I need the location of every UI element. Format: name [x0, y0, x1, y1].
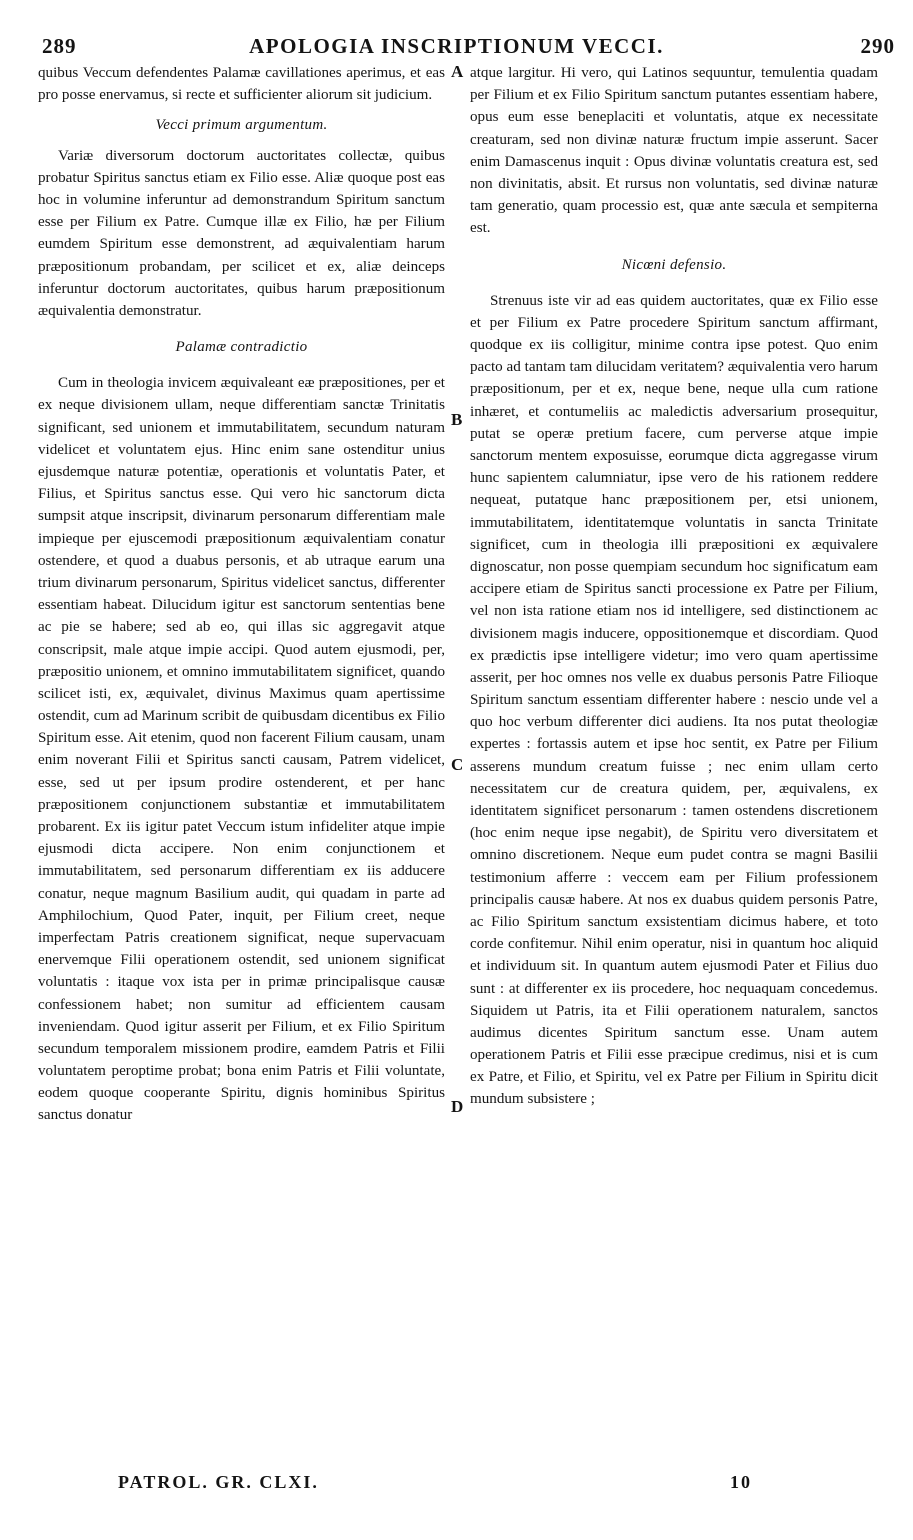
margin-letter-b: B — [451, 410, 463, 429]
left-column — [38, 62, 445, 1454]
left-heading-contradictio: Palamæ contradictio — [175, 339, 308, 356]
right-paragraph-continuation: atque largitur. Hi vero, qui Latinos sequuntur, temulentia quadam per Filium et ex Filio Spiritum sanctum putantes essentiam habere, opus eum esse beneplaciti et voluntatis, atque ex necessitate creaturam, sed non divinæ naturæ fructum impie asserunt. Sacer enim Damascenus inquit : Opus divinæ voluntatis creatura est, sed non divinitatis, absit. Et rursus non voluntatis, sed divinæ naturæ tam generatio, quam processio est, quæ ante sæcula et sempiterna est. — [470, 65, 878, 237]
right-column — [470, 62, 878, 1454]
right-heading-defensio: Nicœni defensio. — [621, 256, 727, 273]
left-paragraph-continuation: quibus Veccum defendentes Palamæ cavillationes aperimus, et eas pro posse enervamus, si recte et sufficienter aliorum sit judicium. — [38, 65, 445, 104]
margin-letter-d: D — [451, 1097, 464, 1116]
page-number-left: 289 — [42, 34, 77, 58]
left-paragraph-contradictio: Cum in theologia invicem æquivaleant eæ præpositiones, per et ex neque divisionem ullam, neque differentiam sanctæ Trinitatis significant, sed unionem et immutabilitatem, secundum naturam videlicet et voluntatem ejus. Hinc enim sane ostenditur unius ejusdemque naturæ potentiæ, operationis et voluntatis Pater, et Filius, et Spiritus sanctus esse. Qui vero hic sanctorum dicta sumpsit atque inscripsit, divinarum personarum differentiam male impieque per ejuscemodi præpositionum æquivalentiam conatur ostendere, et quod a duabus personis, et ab utraque earum una trium divinarum personarum, Spiritus videlicet sanctus, differenter essentiam habeat. Dilucidum igitur est sanctorum sententias bene ac pie se habere; sed ab eo, qui illas sic aggregavit atque conscripsit, male atque impie accipi. Quod autem ejusmodi, per, præpositio unionem, et omnino immutabilitatem significet, quando scilicet isti, ex, æquivalet, divinus Maximus quam apertissime ostendit, cum ad Marinum scribit de quibusdam dicentibus ex Filio Spiritum esse. Ait etenim, quod non facerent Filium causam, unam enim noverant Filii et Spiritus sancti causam, Patrem videlicet, esse, sed ut per ipsum prodire ostenderent, et per hanc præpositionem conjunctionem substantiæ et immutabilitatem probarent. Ex iis igitur patet Veccum istum infideliter atque impie ejusmodi dicta accipere. Non enim conjunctionem et immutabilitatem, sed personarum differentiam ex iis adducere conatur, neque magnum Basilium audit, qui quadam in parte ad Amphilochium, Quod Pater, inquit, per Filium creet, neque imperfectam Patris creationem significat, neque supervacuam enervemque Filii operationem ostendit, sed unionem significat voluntatis : itaque vox ista per in primæ principalisque causæ confessionem habet; non sumitur ad efficientem causam inveniendam. Quod igitur asserit per Filium, et ex Filio Spiritum secundum temporalem missionem prodire, eamdem Patris et Filii voluntatem peroptime probat; bona enim Patris et Filii voluntate, eodem quoque cooperante Spiritu, dignis hominibus Spiritus sanctus donatur — [38, 375, 445, 1124]
margin-letter-a: A — [451, 62, 464, 81]
footer-signature: 10 — [730, 1472, 752, 1492]
left-paragraph-argumentum: Variæ diversorum doctorum auctoritates collectæ, quibus probatur Spiritus sanctus etiam ex Filio esse. Aliæ quoque post eas hoc in volumine inferuntur ad demonstrandum Spiritum sanctum esse per Filium ex Patre. Cumque illæ ex Filio, hæ per Filium eumdem Spiritum esse demonstrent, ad æquivalentiam harum præpositionum probandam, per scilicet et ex, aliæ deinceps inferuntur doctorum auctoritates, quibus harum præpositionum æquivalentia demonstratur. — [38, 147, 445, 319]
right-paragraph-defensio: Strenuus iste vir ad eas quidem auctoritates, quæ ex Filio esse et per Filium ex Patre procedere Spiritum sanctum affirmant, quodque ex iis colligitur, minime contra ipse potest. Quo enim pacto ad tantam tam dilucidam veritatem? æquivalentia vero harum præpositionum, per et ex, neque bene, neque ulla cum ratione inhæret, et contumeliis ac maledictis adversarium prosequitur, putat se operæ pretium facere, cum perverse atque impie sanctorum mentem exposuisse, eorumque dicta aggregasse virum hunc sapientem calumniatur, ipse vero de his rationem reddere nequeat, putatque hanc præpositionem per, etsi unionem, immutabilitatem, identitatemque voluntatis in sancta Trinitate significet, cum in theologia illi præpositioni ex æquivalere dignoscatur, non posse quempiam secundum hoc significatum eam accipere etiam de Spiritus sancti processione ex Patre per Filium, vel non ista ratione etiam nos id intelligere, sed distinctionem ac divisionem magis inducere, oppositionemque et discordiam. Quod ex prædictis ipse intelligere videtur; imo vero quam apertissime asserit, per hoc omnes nos velle ex duabus personis Patre Filioque Spiritum sanctum essentiam differenter habere : nescio unde vel a quo hoc verbum differenter dici audiens. Ita nos putat theologiæ expertes : fortassis autem et ipse hoc sentit, ex Patre per Filium asserens mundum creatum fuisse ; nec enim ullam certo necessitatem cur de creatura quidem, per, æquivalens, ex identitatem significet personarum : tamen ostendens discretionem (hoc enim neque ipse negabit), de Spiritu vero diversitatem et omnino discretionem. Neque eum pudet contra se magni Basilii testimonium afferre : veccem eam per Filium professionem principalis causæ habere. At nos ex duabus quidem personis Patre, ac Filio Spiritum sanctum exsistentiam dicimus habere, et toto corde confitemur. Nihil enim operatur, nisi in quantum hoc aliquid et individuum sit. In quantum autem ejusmodi Pater et Filius duo sunt : at differenter ex iis procedere, hoc nequaquam concedemus. Siquidem ut Patris, ita et Filii operationem naturalem, sanctos audimus dicentes Spiritum sanctum esse. Unam autem operationem Patris et Filii esse præcipue credimus, nisi et is cum ex Patre, et Filio, et Spiritu, vel ex Patre per Filium in Spiritu dicit mundum subsistere ; — [470, 292, 878, 1108]
margin-letter-c: C — [451, 755, 464, 774]
footer-series: PATROL. GR. CLXI. — [118, 1472, 319, 1492]
running-title: APOLOGIA INSCRIPTIONUM VECCI. — [249, 34, 664, 58]
left-heading-argumentum: Vecci primum argumentum. — [155, 117, 328, 134]
page-number-right: 290 — [860, 34, 895, 58]
